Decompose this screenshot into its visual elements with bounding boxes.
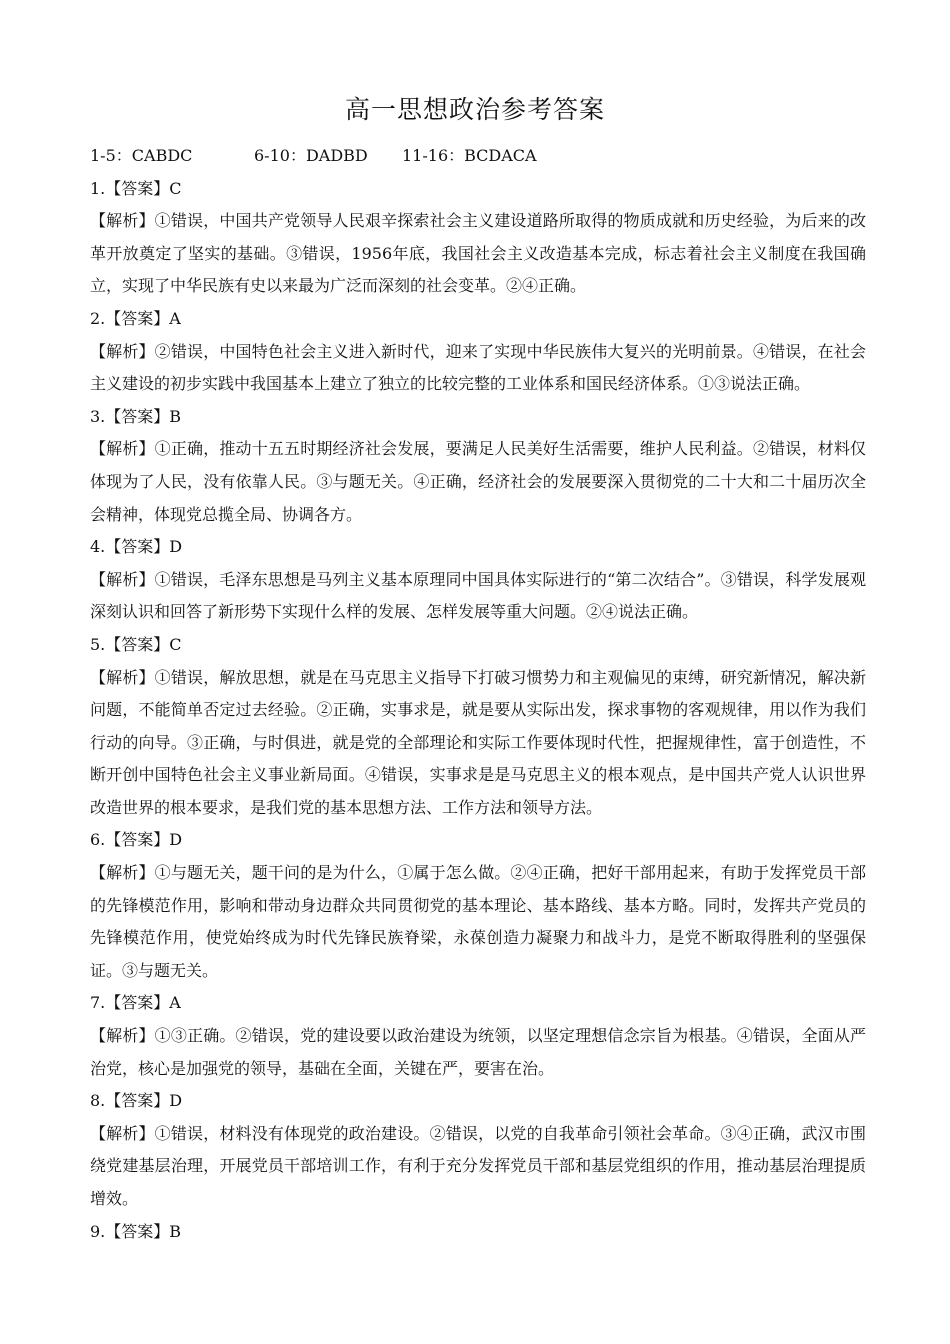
analysis-paragraph: 【解析】①错误，解放思想，就是在马克思主义指导下打破习惯势力和主观偏见的束缚，研究新情况，解决新问题，不能简单否定过去经验。②正确，实事求是，就是要从实际出发，探求事物的客观规律，用以作为我们行动的向导。③正确，与时俱进，就是党的全部理论和实际工作要体现时代性，把握规律性，富于创造性，不断开创中国特色社会主义事业新局面。④错误，实事求是是马克思主义的根本观点，是中国共产党人认识世界改造世界的根本要求，是我们党的基本思想方法、工作方法和领导方法。 bbox=[90, 667, 866, 817]
analysis-paragraph: 【解析】①与题无关，题干问的是为什么，①属于怎么做。②④正确，把好干部用起来，有助于发挥党员干部的先锋模范作用，影响和带动身边群众共同贯彻党的基本理论、基本路线、基本方略。同时，发挥共产党员的先锋模范作用，使党始终成为时代先锋民族脊梁，永葆创造力凝聚力和战斗力，是党不断取得胜利的坚强保证。③与题无关。 bbox=[90, 863, 866, 980]
answer-line: 1.【答案】C bbox=[90, 178, 182, 198]
analysis-paragraph: 【解析】①正确，推动十五五时期经济社会发展，要满足人民美好生活需要，维护人民利益。②错误，材料仅体现为了人民，没有依靠人民。③与题无关。④正确，经济社会的发展要深入贯彻党的二十大和二十届历次全会精神，体现党总揽全局、协调各方。 bbox=[90, 439, 866, 524]
answer-line: 4.【答案】D bbox=[90, 537, 183, 557]
answer-line: 9.【答案】B bbox=[90, 1221, 182, 1241]
answer-line: 2.【答案】A bbox=[90, 308, 181, 328]
answer-key-11-16: 11-16：BCDACA bbox=[402, 146, 537, 165]
answer-line: 8.【答案】D bbox=[90, 1091, 183, 1111]
analysis-paragraph: 【解析】①错误，中国共产党领导人民艰辛探索社会主义建设道路所取得的物质成就和历史经验，为后来的改革开放奠定了坚实的基础。③错误，1956年底，我国社会主义改造基本完成，标志着社会主义制度在我国确立，实现了中华民族有史以来最为广泛而深刻的社会变革。②④正确。 bbox=[90, 211, 866, 296]
answer-line: 3.【答案】B bbox=[90, 406, 182, 426]
analysis-paragraph: 【解析】①错误，材料没有体现党的政治建设。②错误，以党的自我革命引领社会革命。③④正确，武汉市围绕党建基层治理，开展党员干部培训工作，有利于充分发挥党员干部和基层党组织的作用，推动基层治理提质增效。 bbox=[90, 1123, 866, 1208]
analysis-paragraph: 【解析】①错误，毛泽东思想是马列主义基本原理同中国具体实际进行的“第二次结合”。③错误，科学发展观深刻认识和回答了新形势下实现什么样的发展、怎样发展等重大问题。②④说法正确。 bbox=[90, 569, 866, 622]
answer-line: 5.【答案】C bbox=[90, 634, 182, 654]
answer-line: 7.【答案】A bbox=[90, 993, 181, 1013]
answer-key-6-10: 6-10：DADBD bbox=[254, 146, 368, 165]
answer-key-row bbox=[90, 140, 866, 173]
page-title: 高一思想政治参考答案 bbox=[344, 95, 605, 124]
document-body bbox=[90, 140, 866, 1248]
answer-line: 6.【答案】D bbox=[90, 830, 183, 850]
answer-key-1-5: 1-5：CABDC bbox=[90, 146, 193, 165]
analysis-paragraph: 【解析】①③正确。②错误，党的建设要以政治建设为统领，以坚定理想信念宗旨为根基。④错误，全面从严治党，核心是加强党的领导，基础在全面，关键在严，要害在治。 bbox=[90, 1026, 866, 1078]
analysis-paragraph: 【解析】②错误，中国特色社会主义进入新时代，迎来了实现中华民族伟大复兴的光明前景。④错误，在社会主义建设的初步实践中我国基本上建立了独立的比较完整的工业体系和国民经济体系。①③说法正确。 bbox=[90, 341, 866, 394]
